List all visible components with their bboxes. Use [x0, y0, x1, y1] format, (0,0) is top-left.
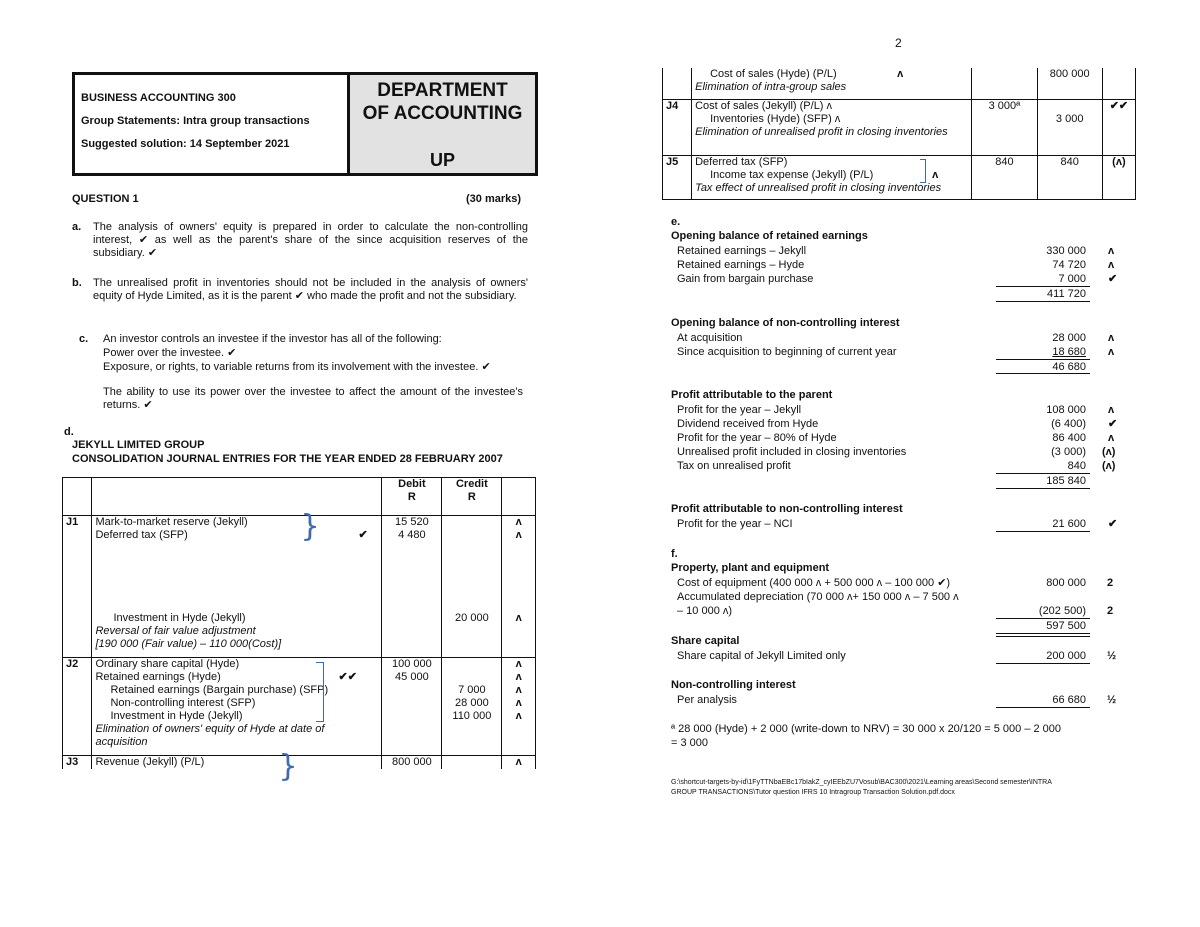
- j3-debit: 800 000: [382, 756, 442, 770]
- answer-c-intro: An investor controls an investee if the investor has all of the following:: [103, 333, 442, 345]
- j3-credit: [442, 756, 502, 770]
- panci-value: 21 600: [1052, 518, 1086, 530]
- mark-icon: (ᴧ): [1102, 460, 1116, 472]
- profit-nci-title: Profit attributable to non-controlling interest: [671, 503, 903, 515]
- ppe-mark-1: 2: [1107, 577, 1114, 589]
- footnote-cont: = 3 000: [671, 737, 709, 749]
- page-number: 2: [895, 36, 902, 50]
- j4-line2: Inventories (Hyde) (SFP) ᴧ: [710, 112, 841, 125]
- file-path-line1: G:\shortcut-targets-by-id\1FyTTNbaEBc17bIakZ_cyIEEbZU7Vosub\BAC300\2021\Learning areas\Second semester\INTRA: [671, 779, 1052, 786]
- j5-line1: Deferred tax (SFP): [695, 155, 788, 168]
- mark-icon: ᴧ: [515, 684, 522, 696]
- j5-debit: 840: [972, 155, 1037, 199]
- pap-value-1: 108 000: [1046, 404, 1086, 416]
- course-info: [75, 75, 347, 173]
- answer-c-point1: Power over the investee. ✔: [103, 347, 237, 359]
- j5-credit: 840: [1037, 155, 1102, 199]
- brace-icon: }: [278, 749, 298, 784]
- mark-icon: ᴧ: [515, 516, 522, 528]
- retained-earnings-title: Opening balance of retained earnings: [671, 230, 868, 242]
- total-rule: [996, 633, 1090, 634]
- re-value-1: 330 000: [1046, 245, 1086, 257]
- re-total: 411 720: [1047, 288, 1086, 300]
- credit-label: Credit: [455, 478, 488, 490]
- j1-debit1: 15 520: [395, 516, 429, 528]
- j1-credit1: 20 000: [455, 612, 489, 624]
- j2-line2: Retained earnings (Hyde): [95, 671, 221, 683]
- j1-debit2: 4 480: [398, 529, 426, 541]
- mark-icon: (ᴧ): [1102, 155, 1135, 199]
- entry-description: [92, 658, 382, 756]
- nci-line-1: At acquisition: [677, 332, 743, 344]
- solution-date: Suggested solution: 14 September 2021: [81, 138, 290, 150]
- ppe-line-2b: – 10 000 ᴧ): [677, 605, 733, 617]
- journal-entries-continued: [662, 68, 1136, 200]
- entry-description: [92, 509, 382, 658]
- j3-mark-empty: [1102, 68, 1135, 99]
- j5-note: Tax effect of unrealised profit in closing inventories: [695, 181, 942, 194]
- j5-line2: [695, 169, 968, 182]
- bracket-icon: [920, 159, 926, 183]
- file-path: [671, 778, 1133, 798]
- j4-credit-value: 3 000: [1055, 112, 1084, 125]
- share-capital-title: Share capital: [671, 635, 740, 647]
- total-rule: [996, 373, 1090, 374]
- share-capital-line: Share capital of Jekyll Limited only: [677, 650, 846, 662]
- ppe-mark-2: 2: [1107, 605, 1114, 617]
- j2-line5: Investment in Hyde (Jekyll): [110, 710, 243, 722]
- nci-value-1: 28 000: [1052, 332, 1086, 344]
- ppe-value-2: (202 500): [1038, 605, 1086, 617]
- j4-debit: 3 000ª: [972, 99, 1037, 155]
- j2-credit2: 28 000: [455, 697, 489, 709]
- check-icon: ✔✔: [338, 671, 357, 683]
- entry-id: J4: [663, 99, 692, 155]
- j3-credit: 800 000: [1037, 68, 1102, 99]
- j2-note1: Elimination of owners' equity of Hyde at date of acquisition: [95, 723, 325, 748]
- share-capital-value: 200 000: [1046, 650, 1086, 662]
- pap-line-3: Profit for the year – 80% of Hyde: [677, 432, 837, 444]
- entry-id: J5: [663, 155, 692, 199]
- entry-description: [692, 68, 972, 99]
- file-path-line2: GROUP TRANSACTIONS\Tutor question IFRS 10 Intragroup Transaction Solution.pdf.docx: [671, 789, 955, 796]
- check-icon: ✔: [1108, 418, 1118, 430]
- pap-line-1: Profit for the year – Jekyll: [677, 404, 802, 416]
- j2-debit: [382, 658, 442, 756]
- pap-line-4: Unrealised profit included in closing inventories: [677, 446, 907, 458]
- re-line-3: Gain from bargain purchase: [677, 273, 814, 285]
- j5-line2-text: Income tax expense (Jekyll) (P/L): [710, 168, 874, 181]
- ppe-total: 597 500: [1046, 620, 1086, 632]
- header-empty-mark: [502, 478, 536, 516]
- nci-value: 66 680: [1052, 694, 1086, 706]
- j3-note: Elimination of intra-group sales: [695, 81, 847, 93]
- journal-entry-j3-cont: [663, 68, 1136, 99]
- department-line1: DEPARTMENT: [377, 80, 508, 101]
- nci-total: 46 680: [1052, 361, 1086, 373]
- mark-icon: ᴧ: [515, 658, 522, 670]
- entry-id-empty: [663, 68, 692, 99]
- pap-value-2: (6 400): [1051, 418, 1086, 430]
- j2-line4: Non-controlling interest (SFP): [110, 697, 256, 709]
- nci-line-2: Since acquisition to beginning of current year: [677, 346, 897, 358]
- j1-line2: Deferred tax (SFP): [95, 529, 188, 541]
- j3-line2-text: Cost of sales (Hyde) (P/L): [710, 68, 837, 80]
- mark-icon: ᴧ: [515, 697, 522, 709]
- mark-icon: ᴧ: [1108, 346, 1115, 358]
- header-empty-id: [63, 478, 92, 516]
- mark-icon: ᴧ: [1108, 259, 1115, 271]
- department-line2: OF ACCOUNTING: [362, 103, 523, 124]
- brace-icon: }: [300, 509, 320, 544]
- bracket-icon: [316, 662, 324, 722]
- course-name: BUSINESS ACCOUNTING 300: [81, 92, 236, 104]
- j1-marks: [502, 516, 536, 658]
- journal-entry-j3: [63, 756, 536, 770]
- j1-note2: [190 000 (Fair value) – 110 000(Cost)]: [95, 638, 282, 650]
- entry-description: [692, 99, 972, 155]
- j4-note: Elimination of unrealised profit in closing inventories: [695, 125, 948, 138]
- panci-line: Profit for the year – NCI: [677, 518, 793, 530]
- mark-icon: ᴧ: [515, 710, 522, 722]
- j4-line1: Cost of sales (Jekyll) (P/L) ᴧ: [695, 99, 833, 112]
- ppe-value-1: 800 000: [1046, 577, 1086, 589]
- j1-note1: Reversal of fair value adjustment: [95, 625, 256, 637]
- j2-credit: [442, 658, 502, 756]
- entry-id: J1: [63, 516, 92, 658]
- re-line-1: Retained earnings – Jekyll: [677, 245, 807, 257]
- total-rule: [996, 488, 1090, 489]
- j1-credit: [442, 516, 502, 658]
- j2-credit1: 7 000: [458, 684, 486, 696]
- pap-value-3: 86 400: [1052, 432, 1086, 444]
- check-icon: ✔: [358, 529, 368, 541]
- debit-header: [382, 478, 442, 516]
- nci-title: Non-controlling interest: [671, 679, 796, 691]
- answer-b-label: b.: [72, 277, 82, 289]
- check-icon: ✔✔: [1102, 99, 1135, 155]
- question-title: QUESTION 1: [72, 193, 139, 205]
- j2-credit3: 110 000: [452, 710, 492, 722]
- journal-entry-j5: [663, 155, 1136, 199]
- j3-debit-empty: [972, 68, 1037, 99]
- nci-value-2: 18 680: [1052, 346, 1086, 358]
- j2-debit2: 45 000: [395, 671, 429, 683]
- mark-icon: ᴧ: [502, 756, 536, 770]
- answer-b-text: The unrealised profit in inventories should not be included in the analysis of owners' equity of Hyde Limited, as it is the parent ✔ who made the profit and not the subsidiary.: [93, 277, 528, 302]
- ppe-title: Property, plant and equipment: [671, 562, 830, 574]
- mark-icon: ᴧ: [515, 612, 522, 624]
- re-line-2: Retained earnings – Hyde: [677, 259, 805, 271]
- j3-line2: [695, 68, 968, 81]
- mark-icon: ᴧ: [515, 529, 522, 541]
- credit-header: [442, 478, 502, 516]
- course-topic: Group Statements: Intra group transactions: [81, 115, 310, 127]
- total-rule: [996, 663, 1090, 664]
- re-value-2: 74 720: [1052, 259, 1086, 271]
- j1-debit: [382, 516, 442, 658]
- check-icon: ✔: [1108, 518, 1118, 530]
- entry-description: [692, 155, 972, 199]
- journal-entries-table: [62, 477, 536, 784]
- j3-line1: Revenue (Jekyll) (P/L): [95, 756, 205, 768]
- journal-entry-j1: [63, 516, 536, 658]
- header-empty-desc: [92, 478, 382, 516]
- total-rule: [996, 301, 1090, 302]
- answer-c-point3: The ability to use its power over the investee to affect the amount of the investee's returns. ✔: [103, 386, 523, 411]
- check-icon: ✔: [1108, 273, 1118, 285]
- pap-total: 185 840: [1046, 475, 1086, 487]
- nci-per-analysis: Per analysis: [677, 694, 737, 706]
- mark-icon: ᴧ: [932, 168, 939, 181]
- j4-credit: [1037, 99, 1102, 155]
- double-rule: [996, 636, 1090, 637]
- mark-icon: ᴧ: [1108, 404, 1115, 416]
- journal-header-row: [63, 478, 536, 516]
- part-e-label: e.: [671, 216, 681, 228]
- j1-line3: Investment in Hyde (Jekyll): [113, 612, 246, 624]
- share-capital-mark: ½: [1107, 650, 1117, 662]
- document-header: [72, 72, 538, 176]
- re-value-3: 7 000: [1058, 273, 1086, 285]
- mark-icon: ᴧ: [897, 68, 904, 80]
- part-f-label: f.: [671, 548, 678, 560]
- question-marks: (30 marks): [466, 193, 522, 205]
- pap-value-5: 840: [1067, 460, 1086, 472]
- entry-id: J2: [63, 658, 92, 756]
- j2-debit1: 100 000: [391, 658, 432, 670]
- credit-unit: R: [467, 491, 476, 503]
- debit-label: Debit: [398, 478, 426, 490]
- total-rule: [996, 531, 1090, 532]
- department-panel: [347, 75, 535, 173]
- debit-unit: R: [407, 491, 416, 503]
- mark-icon: (ᴧ): [1102, 446, 1116, 458]
- nci-mark: ½: [1107, 694, 1117, 706]
- j2-marks: [502, 658, 536, 756]
- university-code: UP: [429, 150, 455, 170]
- pap-line-5: Tax on unrealised profit: [677, 460, 791, 472]
- profit-parent-title: Profit attributable to the parent: [671, 389, 833, 401]
- footnote: ª 28 000 (Hyde) + 2 000 (write-down to NRV) = 30 000 x 20/120 = 5 000 – 2 000: [671, 723, 1062, 735]
- mark-icon: ᴧ: [1108, 245, 1115, 257]
- group-title: JEKYLL LIMITED GROUP: [72, 439, 205, 451]
- entry-description: [92, 749, 382, 784]
- entry-id: J3: [63, 756, 92, 770]
- answer-c-point2: Exposure, or rights, to variable returns from its involvement with the investee. ✔: [103, 361, 491, 373]
- total-rule: [996, 707, 1090, 708]
- nci-opening-title: Opening balance of non-controlling interest: [671, 317, 900, 329]
- mark-icon: ᴧ: [515, 671, 522, 683]
- j2-line3: Retained earnings (Bargain purchase) (SFP): [110, 684, 329, 696]
- mark-icon: ᴧ: [1108, 332, 1115, 344]
- part-d-label: d.: [64, 426, 74, 438]
- answer-c-label: c.: [79, 333, 89, 345]
- journal-entry-j2: [63, 658, 536, 756]
- ppe-line-2a: Accumulated depreciation (70 000 ᴧ+ 150 000 ᴧ – 7 500 ᴧ: [677, 591, 959, 603]
- ppe-line-1: Cost of equipment (400 000 ᴧ + 500 000 ᴧ – 100 000 ✔): [677, 577, 951, 589]
- pap-value-4: (3 000): [1051, 446, 1086, 458]
- pap-line-2: Dividend received from Hyde: [677, 418, 819, 430]
- answer-a-text: The analysis of owners' equity is prepared in order to calculate the non-controlling interest, ✔ as well as the parent's share of the since acquisition reserves of the subsidiary. ✔: [93, 221, 528, 259]
- journal-entry-j4: [663, 99, 1136, 155]
- answer-a-label: a.: [72, 221, 82, 233]
- j1-line1: Mark-to-market reserve (Jekyll): [95, 516, 248, 528]
- journal-title: CONSOLIDATION JOURNAL ENTRIES FOR THE YEAR ENDED 28 FEBRUARY 2007: [72, 453, 503, 465]
- j2-line1: Ordinary share capital (Hyde): [95, 658, 240, 670]
- mark-icon: ᴧ: [1108, 432, 1115, 444]
